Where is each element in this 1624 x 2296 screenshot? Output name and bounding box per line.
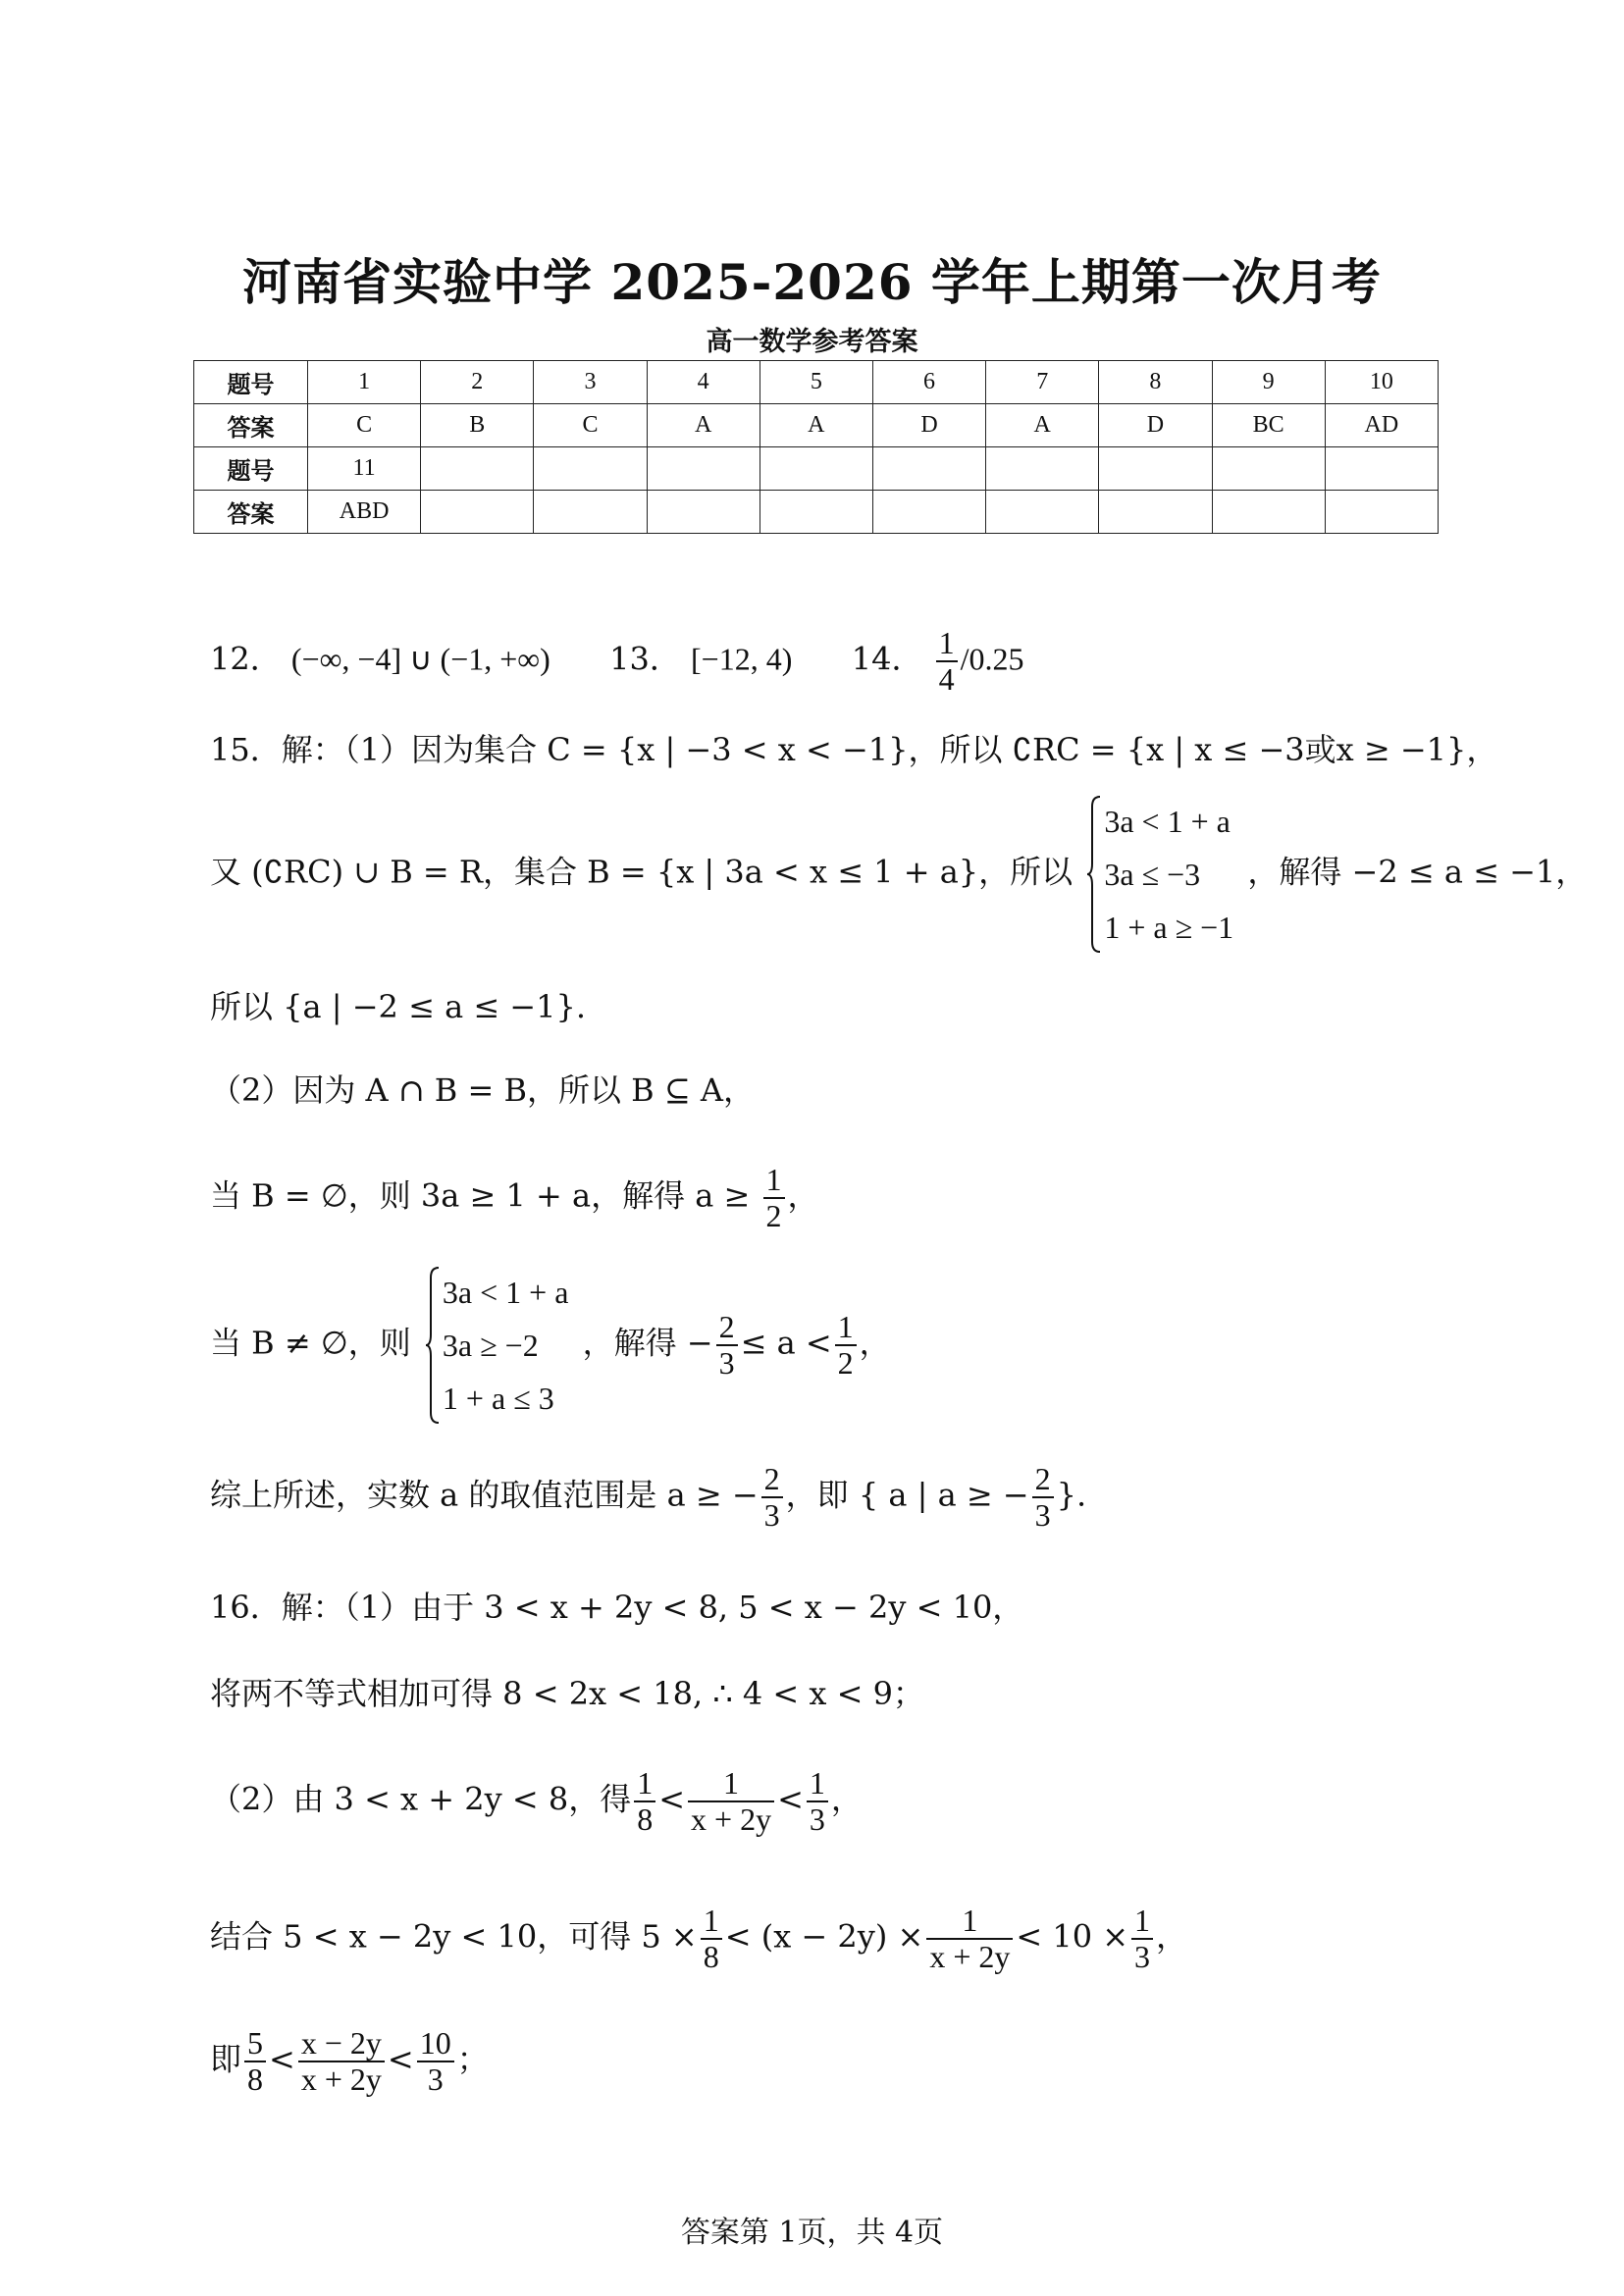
system-row: 3a < 1 + a (1104, 804, 1231, 839)
fraction (244, 2026, 266, 2097)
less-than: < (387, 2040, 414, 2078)
q15-line-6-pre: 当 B ≠ ∅，则 (210, 1324, 411, 1362)
answer-cell: A (986, 404, 1099, 447)
numerator: x − 2y (298, 2026, 385, 2062)
less-than: < (658, 1780, 686, 1818)
q15-line-2-post: ，解得 −2 ≤ a ≤ −1， (1247, 853, 1588, 891)
q15-line-2-pre: 又 (∁RC) ∪ B = R，集合 B = {x | 3a < x ≤ 1 + a}，所以 (210, 853, 1074, 891)
empty-cell (1325, 491, 1438, 534)
question-number: 1 (308, 361, 421, 404)
denominator: 3 (1134, 1939, 1151, 1975)
q16-line-5-post: ； (456, 2040, 489, 2078)
row-label: 题号 (194, 361, 308, 404)
system-2 (425, 1266, 569, 1425)
denominator: 2 (765, 1198, 782, 1234)
numerator: 1 (807, 1766, 828, 1802)
fraction (807, 1766, 828, 1837)
denominator: x + 2y (300, 2061, 382, 2098)
question-number: 6 (872, 361, 985, 404)
fraction (763, 1163, 785, 1233)
fraction (716, 1310, 738, 1381)
page-title: 河南省实验中学 2025-2026 学年上期第一次月考 (242, 253, 1382, 311)
row-label: 答案 (194, 404, 308, 447)
table-row (194, 361, 1439, 404)
denominator: 3 (427, 2061, 444, 2098)
q15-line-7-pre: 综上所述，实数 a 的取值范围是 a ≥ − (210, 1476, 759, 1514)
numerator: 2 (761, 1462, 783, 1498)
denominator: 8 (247, 2061, 264, 2098)
q13-answer: [−12, 4) (691, 641, 793, 677)
q15-line-7-mid: ，即 { a | a ≥ − (785, 1476, 1029, 1514)
q15-line-4: （2）因为 A ∩ B = B，所以 B ⊆ A， (210, 1071, 755, 1109)
denominator: 3 (1034, 1497, 1051, 1534)
question-number: 9 (1212, 361, 1325, 404)
table-row (194, 447, 1439, 491)
fraction (417, 2026, 454, 2097)
q15-line-2 (210, 795, 1587, 954)
empty-cell (986, 447, 1099, 491)
empty-cell (872, 491, 985, 534)
answer-cell: C (534, 404, 647, 447)
answer-cell: B (421, 404, 534, 447)
denominator: 3 (763, 1497, 780, 1534)
answer-cell: BC (1212, 404, 1325, 447)
q15-line-5 (210, 1163, 819, 1233)
denominator: 3 (718, 1345, 735, 1381)
fraction (298, 2026, 385, 2097)
answer-cell: ABD (308, 491, 421, 534)
fraction (701, 1904, 722, 1974)
answer-cell: A (647, 404, 760, 447)
q15-line-3: 所以 {a | −2 ≤ a ≤ −1}. (210, 988, 587, 1025)
empty-cell (647, 447, 760, 491)
denominator: x + 2y (691, 1801, 772, 1838)
numerator: 1 (763, 1163, 785, 1199)
system-row: 1 + a ≥ −1 (1104, 910, 1234, 945)
brace-icon (1086, 795, 1102, 954)
denominator: 8 (703, 1939, 719, 1975)
q15-line-6-mid: ，解得 − (582, 1324, 713, 1362)
denominator: 2 (837, 1345, 854, 1381)
q16-line-4-mid2: < 10 × (1016, 1917, 1129, 1956)
question-number: 11 (308, 447, 421, 491)
fraction (1032, 1462, 1054, 1533)
fill-blank-line (210, 626, 1024, 697)
q15-line-6-mid2: ≤ a < (740, 1324, 832, 1362)
q16-line-3-post: ， (830, 1780, 863, 1818)
q15-line-7-post: }. (1056, 1476, 1087, 1514)
numerator: 1 (688, 1766, 774, 1802)
q12-answer: (−∞, −4] ∪ (−1, +∞) (290, 641, 550, 677)
numerator: 1 (701, 1904, 722, 1940)
answer-cell: D (872, 404, 985, 447)
system-row: 3a ≥ −2 (442, 1328, 539, 1363)
question-number: 3 (534, 361, 647, 404)
page-subtitle: 高一数学参考答案 (706, 327, 918, 357)
numerator: 2 (716, 1310, 738, 1346)
fraction (1131, 1904, 1153, 1974)
numerator: 1 (936, 626, 958, 662)
q12-label: 12． (210, 640, 282, 678)
row-label: 题号 (194, 447, 308, 491)
row-label: 答案 (194, 491, 308, 534)
q13-label: 13． (609, 640, 681, 678)
fraction (835, 1310, 857, 1381)
q16-line-5-pre: 即 (210, 2040, 242, 2078)
system-row: 3a ≤ −3 (1104, 857, 1201, 892)
empty-cell (647, 491, 760, 534)
q16-line-3 (210, 1766, 863, 1837)
answer-table (193, 360, 1439, 534)
empty-cell (986, 491, 1099, 534)
numerator: 1 (926, 1904, 1013, 1940)
empty-cell (1099, 447, 1212, 491)
empty-cell (872, 447, 985, 491)
empty-cell (760, 447, 872, 491)
fraction (761, 1462, 783, 1533)
empty-cell (1099, 491, 1212, 534)
brace-icon (425, 1266, 441, 1425)
question-number: 5 (760, 361, 872, 404)
page-footer: 答案第 1页，共 4页 (680, 2216, 944, 2250)
q16-line-4-post: ， (1156, 1917, 1188, 1956)
q16-line-5 (210, 2026, 489, 2097)
numerator: 1 (634, 1766, 655, 1802)
question-number: 7 (986, 361, 1099, 404)
system-1 (1086, 795, 1233, 954)
q16-line-2: 将两不等式相加可得 8 < 2x < 18, ∴ 4 < x < 9； (210, 1675, 924, 1712)
question-number: 10 (1325, 361, 1438, 404)
denominator: 4 (938, 661, 955, 698)
q16-line-4-pre: 结合 5 < x − 2y < 10，可得 5 × (210, 1917, 698, 1956)
fraction (688, 1766, 774, 1837)
empty-cell (760, 491, 872, 534)
q14-alt: /0.25 (960, 641, 1024, 677)
empty-cell (1212, 447, 1325, 491)
empty-cell (1325, 447, 1438, 491)
empty-cell (421, 491, 534, 534)
answer-cell: C (308, 404, 421, 447)
q15-line-5-pre: 当 B = ∅，则 3a ≥ 1 + a，解得 a ≥ (210, 1176, 751, 1215)
q15-line-5-post: ， (787, 1176, 819, 1215)
q16-line-4 (210, 1904, 1187, 1974)
empty-cell (534, 491, 647, 534)
denominator: 3 (809, 1801, 825, 1838)
table-row (194, 404, 1439, 447)
system-row: 1 + a ≤ 3 (442, 1381, 554, 1416)
fraction (634, 1766, 655, 1837)
numerator: 5 (244, 2026, 266, 2062)
empty-cell (421, 447, 534, 491)
q14-fraction (936, 626, 958, 697)
numerator: 2 (1032, 1462, 1054, 1498)
q15-line-1: 15．解：（1）因为集合 C = {x | −3 < x < −1}，所以 ∁RC = {x | x ≤ −3或x ≥ −1}， (210, 731, 1498, 768)
q15-line-6 (210, 1266, 891, 1425)
fraction (926, 1904, 1013, 1974)
q16-line-3-pre: （2）由 3 < x + 2y < 8，得 (210, 1780, 632, 1818)
less-than: < (269, 2040, 295, 2078)
q14-label: 14． (851, 640, 923, 678)
question-number: 2 (421, 361, 534, 404)
numerator: 1 (835, 1310, 857, 1346)
q16-line-4-mid: < (x − 2y) × (724, 1917, 924, 1956)
empty-cell (1212, 491, 1325, 534)
less-than: < (777, 1780, 804, 1818)
system-row: 3a < 1 + a (442, 1275, 569, 1310)
question-number: 8 (1099, 361, 1212, 404)
answer-cell: AD (1325, 404, 1438, 447)
numerator: 10 (417, 2026, 454, 2062)
question-number: 4 (647, 361, 760, 404)
q15-line-7 (210, 1462, 1086, 1533)
q15-line-6-post: ， (859, 1324, 891, 1362)
numerator: 1 (1131, 1904, 1153, 1940)
q16-line-1: 16．解：（1）由于 3 < x + 2y < 8, 5 < x − 2y < 10， (210, 1589, 1024, 1626)
table-row (194, 491, 1439, 534)
answer-cell: A (760, 404, 872, 447)
denominator: x + 2y (929, 1939, 1011, 1975)
answer-cell: D (1099, 404, 1212, 447)
denominator: 8 (637, 1801, 654, 1838)
empty-cell (534, 447, 647, 491)
